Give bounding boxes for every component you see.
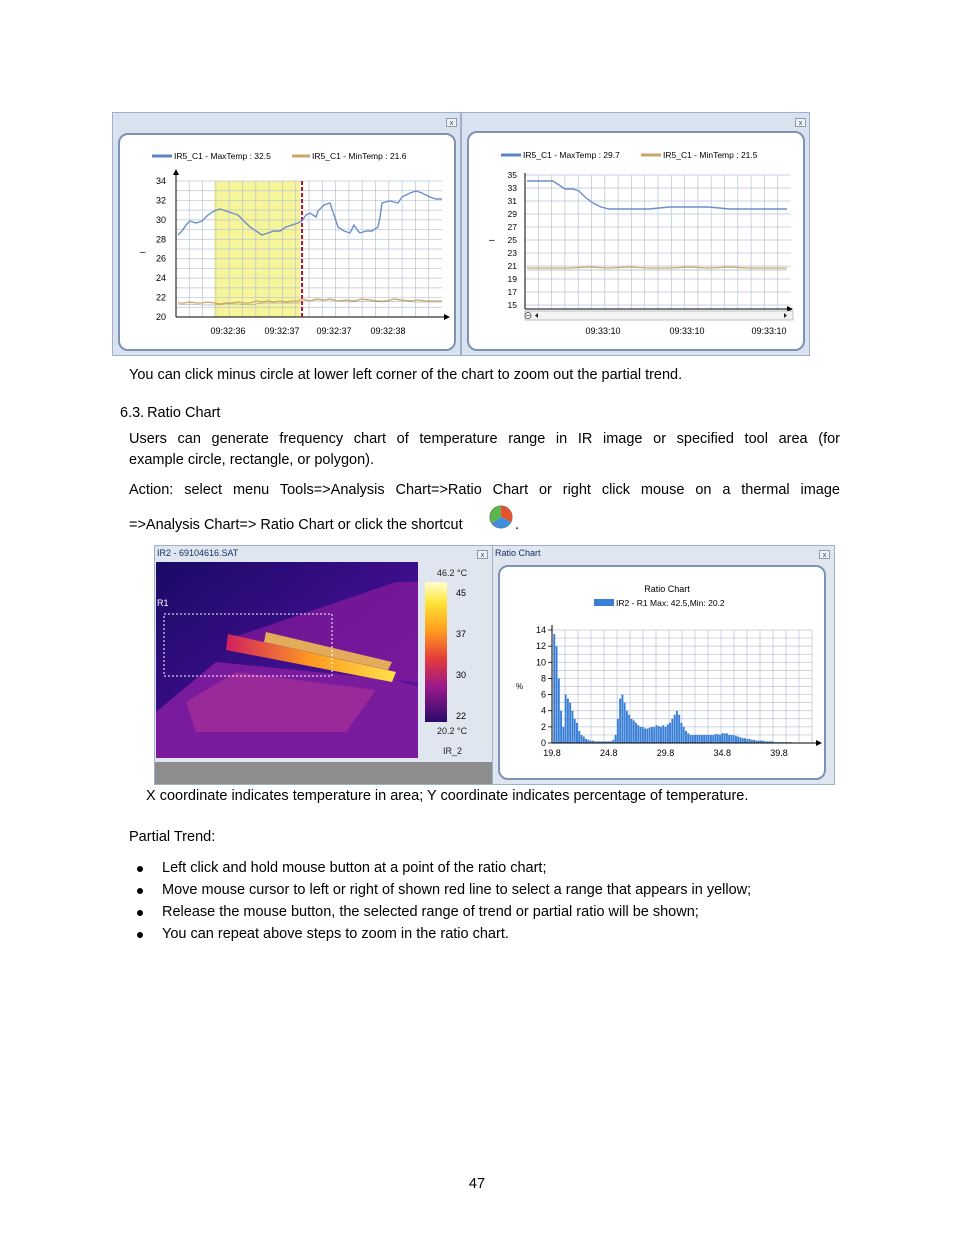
bar — [578, 731, 580, 743]
bar — [562, 727, 564, 743]
y-tick-labels — [536, 625, 552, 748]
x-tick-labels — [585, 326, 786, 336]
scale-tick: 37 — [456, 629, 467, 639]
y-tick-label: 32 — [155, 195, 166, 206]
horizontal-scrollbar[interactable] — [525, 311, 793, 320]
trend-chart-window-left — [112, 112, 461, 356]
bar — [724, 733, 726, 743]
bullet-icon — [137, 910, 143, 916]
close-button[interactable]: x — [819, 550, 830, 559]
paragraph-line — [129, 515, 463, 536]
bullet-icon — [137, 866, 143, 872]
bar — [660, 727, 662, 743]
x-tick-label: 39.8 — [770, 748, 788, 758]
bar — [621, 695, 623, 743]
bar — [687, 733, 689, 743]
legend-min: IR5_C1 - MinTemp : 21.5 — [663, 150, 758, 160]
y-tick-label: 29 — [507, 209, 517, 219]
bar — [574, 719, 576, 743]
y-tick-label: 8 — [540, 673, 546, 684]
y-tick-label: 23 — [507, 248, 517, 258]
x-tick-label: 09:33:10 — [669, 326, 705, 336]
grid — [176, 181, 442, 317]
bar — [746, 739, 748, 743]
window-title: IR2 - 69104616.SAT — [157, 548, 239, 558]
list-item: Move mouse cursor to left or right of shown red line to select a range that appears in yellow; — [162, 882, 752, 898]
page-number: 47 — [468, 1176, 486, 1192]
x-tick-label: 09:33:10 — [751, 326, 787, 336]
bar — [733, 735, 735, 743]
bar — [637, 725, 639, 743]
close-button[interactable]: x — [795, 118, 806, 127]
y-tick-label: 21 — [507, 261, 517, 271]
bar — [730, 735, 732, 743]
x-axis-arrow — [444, 314, 450, 320]
close-button[interactable]: x — [446, 118, 457, 127]
scale-min-label: 20.2 °C — [437, 726, 468, 736]
x-tick-label: 09:32:37 — [316, 326, 352, 336]
color-scale-bar — [425, 582, 447, 722]
bar — [558, 678, 560, 743]
bar — [683, 727, 685, 743]
bar — [728, 735, 730, 743]
y-tick-label: 10 — [535, 657, 546, 668]
x-tick-label: 34.8 — [713, 748, 732, 758]
bar — [633, 720, 635, 743]
scale-tick: 30 — [456, 670, 467, 680]
bar — [690, 735, 692, 743]
image-label: IR_2 — [443, 746, 463, 756]
scale-max-label: 46.2 °C — [437, 568, 468, 578]
y-tick-label: 17 — [507, 287, 517, 297]
bar — [655, 725, 657, 743]
trend-chart-panel — [467, 131, 805, 351]
x-tick-label: 24.8 — [600, 748, 618, 758]
legend-max: IR5_C1 - MaxTemp : 29.7 — [523, 150, 620, 160]
ratio-chart[interactable] — [500, 567, 824, 778]
bar — [553, 634, 555, 743]
bar — [640, 727, 642, 743]
y-tick-label: 34 — [155, 176, 166, 186]
bar — [667, 724, 669, 743]
bar — [662, 725, 664, 743]
mintemp-series — [527, 267, 787, 268]
legend-swatch — [594, 599, 614, 606]
paragraph-line: example circle, rectangle, or polygon). — [129, 452, 375, 468]
y-tick-label: 26 — [155, 253, 166, 264]
bar — [653, 727, 655, 743]
y-tick-label: 25 — [507, 235, 517, 245]
y-tick-label: 31 — [507, 196, 517, 206]
paragraph-text: =>Analysis Chart=> Ratio Chart or click the shortcut — [129, 517, 463, 533]
maxtemp-series — [527, 181, 787, 209]
legend-label: IR2 - R1 Max: 42.5,Min: 20.2 — [616, 598, 725, 608]
bar — [581, 735, 583, 743]
ratio-chart-window — [492, 545, 835, 785]
bar — [624, 703, 626, 743]
bar — [712, 735, 714, 743]
bar — [737, 737, 739, 743]
roi-label: R1 — [157, 598, 169, 608]
y-tick-label: 28 — [155, 234, 166, 245]
bar — [740, 737, 742, 743]
bar — [665, 727, 667, 743]
bar — [692, 735, 694, 743]
y-axis-arrow — [173, 169, 179, 175]
y-tick-label: 0 — [540, 738, 546, 748]
list-item: You can repeat above steps to zoom in the ratio chart. — [162, 926, 509, 942]
window-title: Ratio Chart — [495, 548, 541, 558]
bar — [651, 727, 653, 743]
bar — [701, 735, 703, 743]
bar — [685, 731, 687, 743]
y-tick-label: 4 — [540, 705, 546, 716]
bar — [708, 735, 710, 743]
x-tick-label: 09:33:10 — [585, 326, 621, 336]
bullet-icon — [137, 888, 143, 894]
y-tick-labels — [156, 176, 166, 322]
y-axis-label: – — [489, 235, 495, 246]
x-tick-label: 19.8 — [543, 748, 561, 758]
x-tick-labels — [543, 748, 788, 758]
paragraph-line: Users can generate frequency chart of temperature range in IR image or specified tool area (for — [129, 431, 840, 447]
bar — [646, 728, 648, 743]
bar — [715, 734, 717, 743]
bar — [749, 739, 751, 743]
chart-title: Ratio Chart — [644, 584, 690, 594]
bar — [556, 646, 558, 743]
y-tick-label: 33 — [507, 183, 517, 193]
y-tick-label: 27 — [507, 222, 517, 232]
bar — [671, 719, 673, 743]
bar — [705, 735, 707, 743]
ir-image-window — [154, 545, 494, 785]
legend-min: IR5_C1 - MinTemp : 21.6 — [312, 151, 407, 161]
ratio-chart-shortcut-icon — [488, 504, 514, 530]
bar — [658, 726, 660, 743]
x-tick-label: 29.8 — [656, 748, 675, 758]
partial-trend-label: Partial Trend: — [129, 829, 216, 845]
close-button[interactable]: x — [477, 550, 488, 559]
bar — [676, 711, 678, 743]
bar — [649, 728, 651, 743]
y-axis-label: % — [516, 682, 524, 691]
bar — [717, 734, 719, 743]
bar — [680, 723, 682, 743]
bar — [628, 715, 630, 743]
trend-chart-panel — [118, 133, 456, 351]
thermal-image[interactable] — [156, 562, 418, 758]
gray-footer — [155, 762, 494, 785]
bar — [644, 728, 646, 743]
bar — [710, 735, 712, 743]
bar — [744, 738, 746, 743]
bar — [567, 699, 569, 743]
y-tick-label: 20 — [155, 312, 166, 322]
y-tick-label: 6 — [540, 689, 546, 700]
bar — [626, 711, 628, 743]
figure-caption: X coordinate indicates temperature in area; Y coordinate indicates percentage of temperature. — [146, 788, 749, 804]
scale-tick: 22 — [456, 711, 467, 721]
bar — [576, 723, 578, 743]
bar — [583, 737, 585, 743]
y-tick-label: 15 — [507, 300, 517, 310]
list-item: Release the mouse button, the selected range of trend or partial ratio will be shown; — [162, 904, 699, 920]
bar — [721, 733, 723, 743]
bar — [694, 735, 696, 743]
ratio-chart-panel — [498, 565, 826, 780]
x-axis-arrow — [816, 740, 822, 746]
bar — [669, 723, 671, 743]
bar — [560, 711, 562, 743]
legend-max: IR5_C1 - MaxTemp : 32.5 — [174, 151, 271, 161]
bar — [703, 735, 705, 743]
x-tick-label: 09:32:36 — [210, 326, 246, 336]
x-tick-labels — [210, 326, 405, 336]
trend-chart-left[interactable] — [120, 135, 454, 349]
zoom-out-note: You can click minus circle at lower left corner of the chart to zoom out the partial trend. — [129, 367, 683, 383]
trend-chart-right[interactable] — [469, 133, 803, 349]
bar — [699, 735, 701, 743]
bar — [571, 711, 573, 743]
y-axis-label: – — [140, 247, 146, 258]
grid — [525, 175, 791, 309]
bar — [726, 733, 728, 743]
bar — [742, 738, 744, 743]
y-tick-labels — [508, 170, 518, 310]
y-tick-label: 24 — [155, 273, 166, 284]
list-item: Left click and hold mouse button at a point of the ratio chart; — [162, 860, 547, 876]
trend-chart-window-right — [461, 112, 810, 356]
bar — [565, 695, 567, 743]
bar — [635, 723, 637, 743]
y-tick-label: 14 — [535, 625, 546, 635]
bar — [615, 735, 617, 743]
bar — [569, 703, 571, 743]
bar — [617, 719, 619, 743]
paragraph-end: . — [515, 517, 520, 533]
paragraph-line: Action: select menu Tools=>Analysis Chart=>Ratio Chart or right click mouse on a thermal image — [129, 482, 840, 498]
bullet-icon — [137, 932, 143, 938]
bar — [631, 719, 633, 743]
bar — [642, 727, 644, 743]
x-tick-label: 09:32:37 — [264, 326, 300, 336]
y-tick-label: 12 — [535, 641, 546, 652]
bar — [674, 715, 676, 743]
y-tick-label: 2 — [540, 721, 546, 732]
y-tick-label: 30 — [155, 214, 166, 225]
bar — [619, 699, 621, 743]
bar — [585, 739, 587, 743]
x-tick-label: 09:32:38 — [370, 326, 406, 336]
bar — [735, 736, 737, 743]
section-heading: 6.3. Ratio Chart — [120, 405, 221, 421]
bar — [719, 735, 721, 743]
bar — [696, 735, 698, 743]
bar — [678, 715, 680, 743]
y-tick-label: 35 — [507, 170, 517, 180]
y-tick-label: 22 — [155, 292, 166, 303]
y-tick-label: 19 — [507, 274, 517, 284]
scale-tick: 45 — [456, 588, 467, 598]
